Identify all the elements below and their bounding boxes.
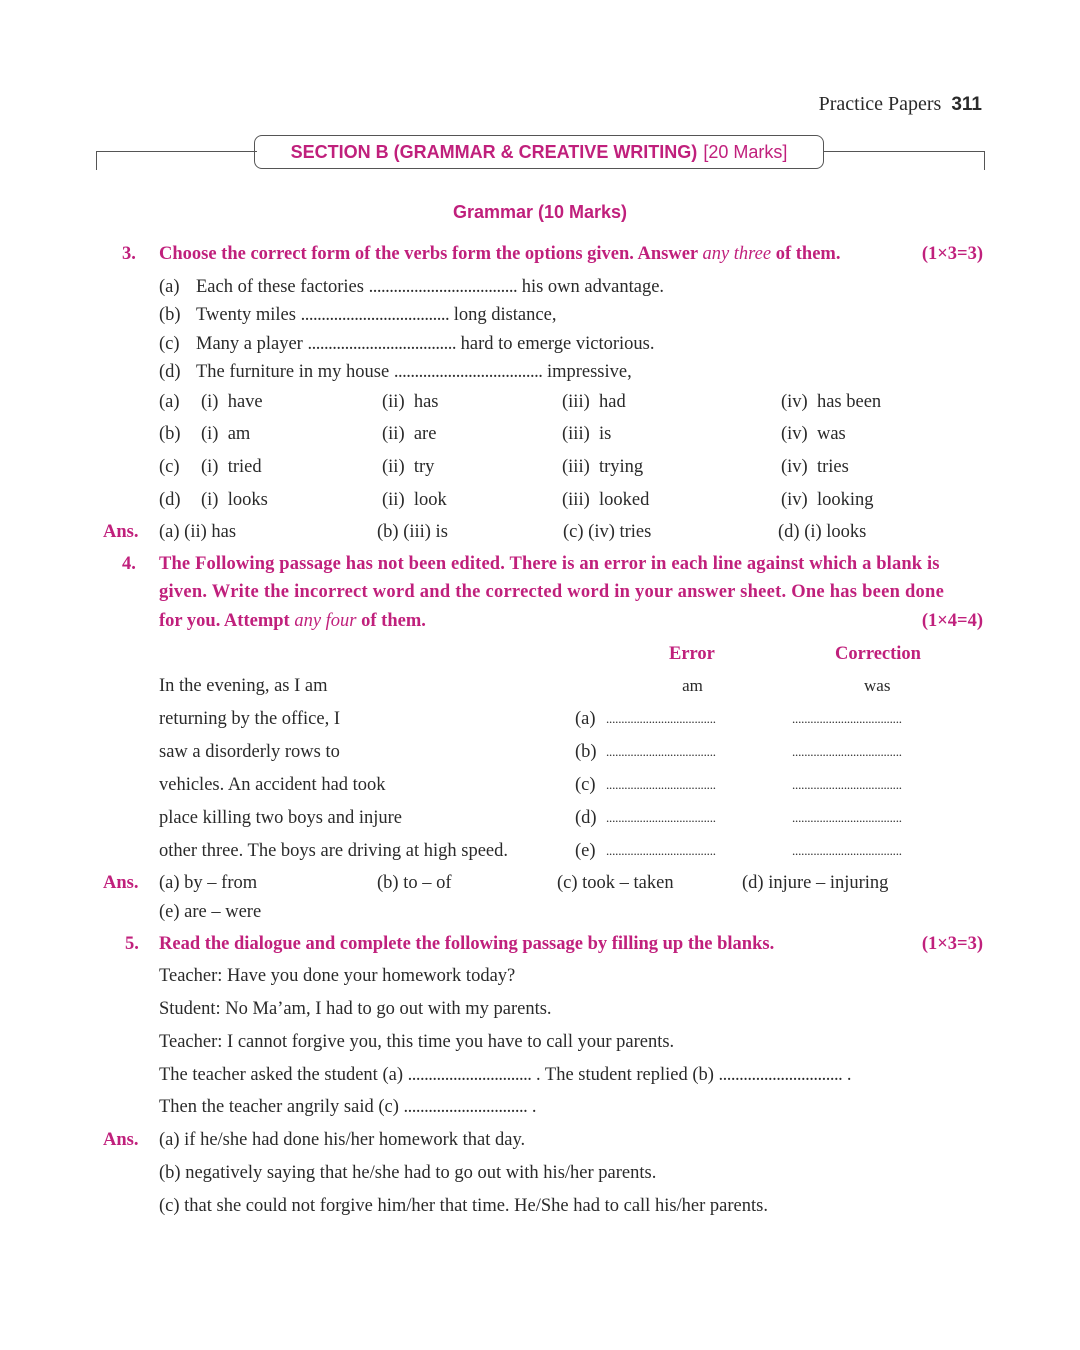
correction-example: was	[864, 676, 891, 695]
option-item: (i) am	[201, 424, 251, 444]
q5-marks: (1×3=3)	[921, 934, 983, 954]
option-row-label: (a)	[159, 392, 180, 412]
q5-answer-c: (c) that she could not forgive him/her that time. He/She had to call his/her parents.	[159, 1196, 768, 1216]
q4-answer-e: (e) are – were	[159, 902, 262, 922]
section-rule-right	[824, 151, 985, 170]
passage-line: returning by the office, I	[159, 709, 340, 729]
sentence-after: impressive,	[546, 362, 632, 382]
q4-ans-label: Ans.	[103, 873, 139, 893]
option-item: (iii) trying	[562, 457, 644, 477]
passage-blank-label: (a)	[575, 709, 596, 729]
option-row-label: (b)	[159, 424, 181, 444]
passage-blank-label: (e)	[575, 841, 596, 861]
sentence-label: (c)	[159, 334, 180, 354]
option-item: (iv) has been	[781, 392, 882, 412]
sentence-before: Many a player	[196, 334, 303, 354]
sentence-label: (d)	[159, 362, 181, 382]
passage-blank-label: (c)	[575, 775, 596, 795]
q5-passage-line-1: The teacher asked the student (a) .............................. . The student replied (b) .............................. .	[159, 1065, 852, 1085]
option-item: (iv) was	[781, 424, 846, 444]
blank-a: ..............................	[407, 1065, 532, 1085]
option-item: (ii) look	[382, 490, 447, 510]
q5-dialogue-line: Student: No Ma’am, I had to go out with my parents.	[159, 999, 552, 1019]
q5-passage-line-2: Then the teacher angrily said (c) .............................. .	[159, 1097, 537, 1117]
passage-blank-label: (d)	[575, 808, 597, 828]
passage-blank-label: (b)	[575, 742, 597, 762]
correction-blank: ....................................	[792, 777, 902, 792]
q5-answer-a: (a) if he/she had done his/her homework that day.	[159, 1130, 526, 1150]
blank-c: ..............................	[403, 1097, 528, 1117]
option-item: (i) have	[201, 392, 263, 412]
correction-blank: ....................................	[792, 810, 902, 825]
correction-blank: ....................................	[792, 744, 902, 759]
q4-col-error: Error	[669, 644, 715, 664]
sentence-before: Each of these factories	[196, 277, 364, 297]
sentence-label: (a)	[159, 277, 180, 297]
q3-ans-label: Ans.	[103, 522, 139, 542]
option-item: (i) looks	[201, 490, 268, 510]
sentence-text	[196, 305, 556, 326]
q3-number: 3.	[122, 244, 136, 264]
option-item: (ii) has	[382, 392, 439, 412]
q5-dialogue-line: Teacher: I cannot forgive you, this time you have to call your parents.	[159, 1032, 675, 1052]
passage-line: saw a disorderly rows to	[159, 742, 340, 762]
q4-line1: The Following passage has not been edited. There is an error in each line against which a blank is	[159, 554, 940, 574]
sentence-before: The furniture in my house	[196, 362, 390, 382]
sentence-blank: ....................................	[300, 305, 450, 325]
correction-blank: ....................................	[792, 843, 902, 858]
grammar-heading: Grammar (10 Marks)	[452, 202, 628, 222]
correction-blank: ....................................	[792, 711, 902, 726]
q5-ans-label: Ans.	[103, 1130, 139, 1150]
option-item: (i) tried	[201, 457, 262, 477]
q3-answer-c: (c) (iv) tries	[563, 522, 652, 542]
option-item: (iv) looking	[781, 490, 874, 510]
q4-col-correction: Correction	[835, 644, 921, 664]
q4-line3: for you. Attempt any four of them.	[159, 611, 426, 631]
q4-number: 4.	[122, 554, 136, 574]
sentence-blank: ....................................	[393, 362, 543, 382]
q4-answer-a: (a) by – from	[159, 873, 258, 893]
sentence-text	[196, 362, 632, 383]
page-number: 311	[951, 94, 982, 115]
passage-line: place killing two boys and injure	[159, 808, 403, 828]
q5-dialogue-line: Teacher: Have you done your homework today?	[159, 966, 516, 986]
q3-answer-a: (a) (ii) has	[159, 522, 237, 542]
q4-answer-d: (d) injure – injuring	[742, 873, 889, 893]
sentence-after: hard to emerge victorious.	[460, 334, 655, 354]
section-marks: [20 Marks]	[703, 141, 788, 162]
q4-marks: (1×4=4)	[921, 611, 983, 631]
error-blank: ....................................	[606, 843, 716, 858]
sentence-label: (b)	[159, 305, 181, 325]
error-blank: ....................................	[606, 744, 716, 759]
q4-answer-c: (c) took – taken	[557, 873, 674, 893]
sentence-after: long distance,	[453, 305, 557, 325]
option-item: (iii) looked	[562, 490, 650, 510]
sentence-before: Twenty miles	[196, 305, 296, 325]
sentence-blank: ....................................	[307, 334, 456, 354]
running-head	[819, 93, 982, 116]
error-example: am	[682, 676, 703, 695]
passage-line: vehicles. An accident had took	[159, 775, 386, 795]
section-banner	[254, 135, 824, 169]
option-item: (iv) tries	[781, 457, 849, 477]
sentence-after: his own advantage.	[521, 277, 665, 297]
running-title: Practice Papers	[818, 93, 942, 115]
error-blank: ....................................	[606, 777, 716, 792]
q5-answer-b: (b) negatively saying that he/she had to go out with his/her parents.	[159, 1163, 657, 1183]
q5-number: 5.	[125, 934, 139, 954]
q3-marks: (1×3=3)	[921, 244, 983, 264]
q3-answer-d: (d) (i) looks	[778, 522, 867, 542]
option-item: (ii) try	[382, 457, 435, 477]
blank-b: ..............................	[718, 1065, 843, 1085]
q3-answer-b: (b) (iii) is	[377, 522, 448, 542]
error-blank: ....................................	[606, 711, 716, 726]
section-title: SECTION B (GRAMMAR & CREATIVE WRITING)	[290, 141, 698, 162]
option-item: (ii) are	[382, 424, 437, 444]
passage-line: other three. The boys are driving at high speed.	[159, 841, 508, 861]
section-rule-left	[96, 151, 257, 170]
q3-instruction: Choose the correct form of the verbs form the options given. Answer any three of them.	[159, 244, 841, 264]
q5-instruction: Read the dialogue and complete the following passage by filling up the blanks.	[159, 934, 775, 954]
sentence-text	[196, 334, 654, 355]
option-row-label: (c)	[159, 457, 180, 477]
q4-answer-b: (b) to – of	[377, 873, 452, 893]
error-blank: ....................................	[606, 810, 716, 825]
option-item: (iii) is	[562, 424, 612, 444]
option-row-label: (d)	[159, 490, 181, 510]
passage-line: In the evening, as I am	[159, 676, 328, 696]
sentence-blank: ....................................	[368, 277, 518, 297]
sentence-text	[196, 277, 664, 298]
option-item: (iii) had	[562, 392, 626, 412]
q4-line2: given. Write the incorrect word and the corrected word in your answer sheet. One has been done	[159, 582, 945, 602]
